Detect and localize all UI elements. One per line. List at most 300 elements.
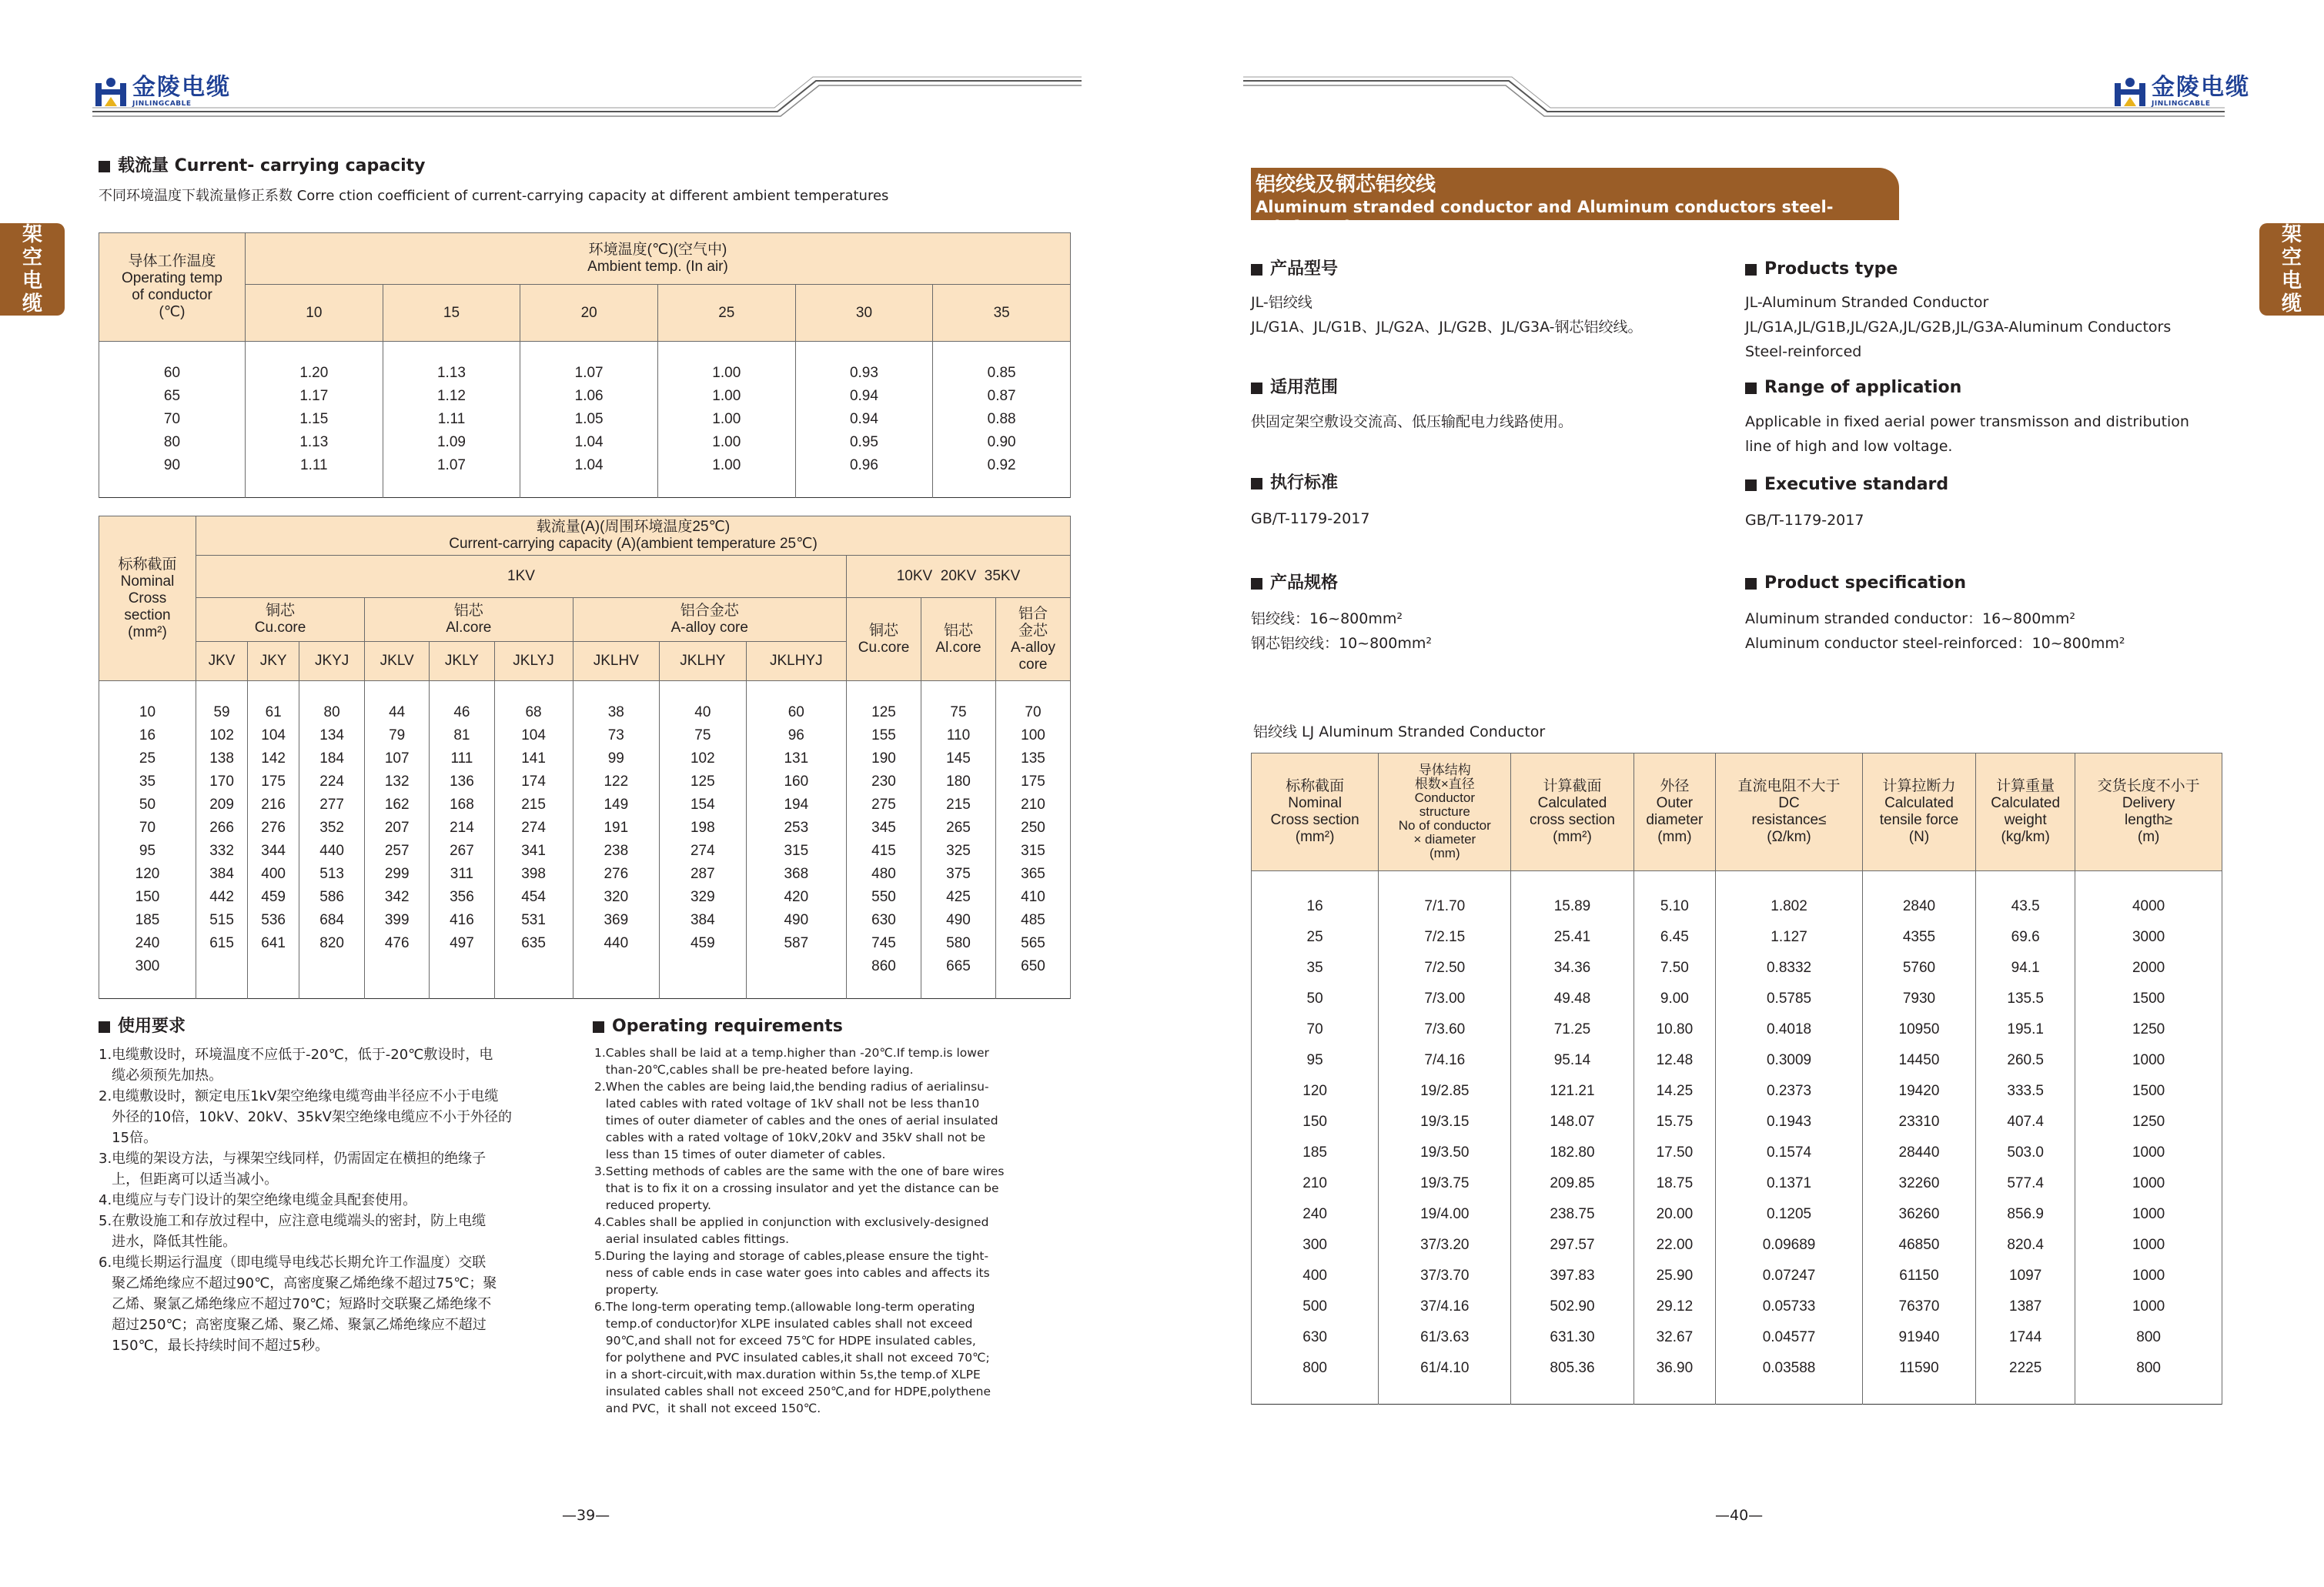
standard-title-en <box>1745 474 1948 496</box>
requirements-cn-list <box>99 1044 545 1356</box>
table-cell: 490 <box>746 909 846 932</box>
header-line: (m) <box>2137 829 2160 845</box>
requirements-en-list <box>594 1044 1010 1417</box>
table-cell: 65 <box>99 385 246 408</box>
table-cell: 0.4018 <box>1716 1014 1863 1045</box>
header-line: Calculated <box>1991 795 2061 811</box>
spacer-row <box>99 477 1071 498</box>
products-type-title-en <box>1745 259 1898 280</box>
table-cell: 410 <box>996 886 1071 909</box>
table-cell: 297.57 <box>1511 1230 1633 1261</box>
spacer-cell <box>996 978 1071 999</box>
table-cell: 365 <box>996 863 1071 886</box>
spacer-cell <box>660 681 747 702</box>
header-line: (N) <box>1908 829 1930 845</box>
requirement-cn-line: 乙烯、聚氯乙烯绝缘应不超过70℃；短路时交联聚乙烯绝缘不 <box>99 1296 492 1312</box>
table-cell: 398 <box>494 863 573 886</box>
table-caption: 铝绞线 LJ Aluminum Stranded Conductor <box>1253 723 1546 740</box>
header-rule-right <box>1162 0 2324 131</box>
table-cell: 80 <box>299 701 365 724</box>
spec-cn-line: 钢芯铝绞线：10~800mm² <box>1251 635 1432 652</box>
table-cell: 91940 <box>1862 1322 1975 1353</box>
header-line: (mm²) <box>1553 829 1592 845</box>
table-cell: 287 <box>660 863 747 886</box>
table-cell: 329 <box>660 886 747 909</box>
table-row <box>99 408 1071 431</box>
table-cell: 1.04 <box>520 454 658 477</box>
table-cell: 1.17 <box>246 385 383 408</box>
spec-title-en <box>1745 573 1966 594</box>
requirement-en-line: lated cables with rated voltage of 1kV shall not be less than10 <box>594 1097 980 1111</box>
table-cell: 28440 <box>1862 1138 1975 1168</box>
table-cell: 19/4.00 <box>1379 1199 1511 1230</box>
header-cable-type: JKLYJ <box>494 642 573 681</box>
table-cell: 61 <box>248 701 299 724</box>
table-cell: 1.06 <box>520 385 658 408</box>
title-text: 产品规格 <box>1270 573 1339 593</box>
title-text: Range of application <box>1764 378 1962 397</box>
table-cell: 7/3.00 <box>1379 984 1511 1014</box>
spacer-cell <box>1252 1384 1379 1405</box>
spacer-cell <box>1379 1384 1511 1405</box>
spacer-cell <box>299 978 365 999</box>
table-cell: 856.9 <box>1976 1199 2075 1230</box>
correction-coefficient-table <box>99 232 1071 498</box>
table-cell: 23310 <box>1862 1107 1975 1138</box>
header-nominal-section: 标称截面 Nominal Cross section (mm²) <box>99 516 196 681</box>
table-cell: 215 <box>921 794 996 817</box>
products-type-title-cn <box>1251 259 1338 280</box>
table-cell: 615 <box>196 932 248 955</box>
table-cell: 1.11 <box>383 408 520 431</box>
table-cell: 125 <box>847 701 921 724</box>
table-cell: 210 <box>996 794 1071 817</box>
table-cell: 745 <box>847 932 921 955</box>
spacer-cell <box>657 342 795 363</box>
header-line: 计算拉断力 <box>1882 778 1956 794</box>
title-text: Products type <box>1764 259 1898 279</box>
spacer-cell <box>1976 871 2075 892</box>
table-cell: 631.30 <box>1511 1322 1633 1353</box>
header-al-core: 铝芯 Al.core <box>365 598 573 642</box>
table-cell: 43.5 <box>1976 891 2075 922</box>
table-cell: 300 <box>99 955 196 978</box>
table-cell: 19/3.15 <box>1379 1107 1511 1138</box>
table-row <box>99 955 1071 978</box>
spec-en <box>1745 606 2125 656</box>
table-cell: 1500 <box>2075 1076 2222 1107</box>
table-cell: 71.25 <box>1511 1014 1633 1045</box>
table-cell: 60 <box>99 362 246 385</box>
spacer-cell <box>657 477 795 498</box>
logo-cn-text: 金陵电缆 <box>2152 74 2250 101</box>
spacer-cell <box>383 477 520 498</box>
aluminum-conductor-table <box>1251 753 2222 1405</box>
table-cell: 1.00 <box>657 385 795 408</box>
spacer-cell <box>573 978 660 999</box>
spacer-cell <box>2075 1384 2222 1405</box>
table-row <box>1252 1322 2222 1353</box>
company-logo-left <box>94 75 231 108</box>
table-cell: 1.15 <box>246 408 383 431</box>
requirement-cn-line: 5.在敷设施工和存放过程中，应注意电缆端头的密封，防上电缆 <box>99 1213 487 1229</box>
table-cell: 0.96 <box>795 454 933 477</box>
table-cell: 266 <box>196 817 248 840</box>
table-cell: 341 <box>494 840 573 863</box>
table-cell: 76370 <box>1862 1291 1975 1322</box>
table-cell: 454 <box>494 886 573 909</box>
bullet-square-icon <box>1251 383 1262 394</box>
application-title-en <box>1745 377 1961 399</box>
header-alloy-core: 铝合金芯 A-alloy core <box>573 598 846 642</box>
table-cell: 37/3.20 <box>1379 1230 1511 1261</box>
table-cell: 60 <box>746 701 846 724</box>
spacer-row <box>1252 871 2222 892</box>
table-cell: 1.802 <box>1716 891 1863 922</box>
requirement-en-line: that is to fix it on a crossing insulator and yet the distance can be <box>594 1181 999 1195</box>
table-row <box>99 385 1071 408</box>
table-cell: 182.80 <box>1511 1138 1633 1168</box>
header-cable-type: JKV <box>196 642 248 681</box>
table-cell: 150 <box>99 886 196 909</box>
table-cell: 635 <box>494 932 573 955</box>
header-line: 计算重量 <box>1996 778 2055 794</box>
table-cell: 134 <box>299 724 365 747</box>
requirement-cn-line: 进水，降低其性能。 <box>99 1234 237 1250</box>
title-text: 适用范围 <box>1270 378 1339 397</box>
header-cell <box>1379 753 1511 871</box>
table-cell: 198 <box>660 817 747 840</box>
type-cn-line: JL/G1A、JL/G1B、JL/G2A、JL/G2B、JL/G3A-钢芯铝绞线。 <box>1251 319 1643 336</box>
header-line: 直流电阻不大于 <box>1737 778 1841 794</box>
table-cell: 1250 <box>2075 1107 2222 1138</box>
table-cell: 4355 <box>1862 922 1975 953</box>
table-cell: 0.95 <box>795 431 933 454</box>
table-cell: 352 <box>299 817 365 840</box>
header-line: (mm) <box>1657 829 1692 845</box>
spacer-cell <box>99 978 196 999</box>
section-title-text: 载流量 Current- carrying capacity <box>118 156 426 175</box>
requirement-cn-line: 上，但距离可以适当减小。 <box>99 1171 279 1188</box>
table-row <box>99 886 1071 909</box>
header-line: Nominal <box>1288 795 1342 811</box>
table-cell: 209 <box>196 794 248 817</box>
table-cell: 485 <box>996 909 1071 932</box>
header-line: 导体结构 <box>1418 763 1471 777</box>
spacer-cell <box>99 342 246 363</box>
spacer-cell <box>99 477 246 498</box>
table-cell: 399 <box>365 909 430 932</box>
table-cell: 70 <box>99 817 196 840</box>
header-line: tensile force <box>1879 812 1959 828</box>
bullet-square-icon <box>1251 264 1262 276</box>
table-cell: 10 <box>99 701 196 724</box>
spacer-cell <box>921 681 996 702</box>
header-temp-20: 20 <box>520 285 658 342</box>
bullet-square-icon <box>1251 478 1262 489</box>
requirement-en-line: 6.The long-term operating temp.(allowable long-term operating <box>594 1300 975 1314</box>
table-cell: 122 <box>573 770 660 794</box>
requirement-en-line: times of outer diameter of cables and the ones of aerial insulated <box>594 1114 998 1128</box>
spacer-row <box>99 342 1071 363</box>
spacer-cell <box>365 681 430 702</box>
table-cell: 650 <box>996 955 1071 978</box>
table-cell: 800 <box>1252 1353 1379 1384</box>
header-alloy-core-hv: 铝合 金芯 A-alloy core <box>996 598 1071 681</box>
header-line: Delivery <box>2122 795 2175 811</box>
table-cell: 240 <box>1252 1199 1379 1230</box>
spacer-cell <box>847 978 921 999</box>
table-cell: 50 <box>1252 984 1379 1014</box>
table-cell: 120 <box>1252 1076 1379 1107</box>
table-row <box>1252 1199 2222 1230</box>
header-ambient-temp: 环境温度(℃)(空气中) Ambient temp. (In air) <box>246 233 1071 285</box>
spacer-cell <box>1379 871 1511 892</box>
table-cell: 104 <box>248 724 299 747</box>
aluminum-table-body <box>1252 871 2222 1405</box>
table-cell: 684 <box>299 909 365 932</box>
header-capacity: 载流量(A)(周围环境温度25℃) Current-carrying capacity (A)(ambient temperature 25℃) <box>196 516 1071 556</box>
table-cell: 75 <box>660 724 747 747</box>
table-cell: 149 <box>573 794 660 817</box>
header-line: Calculated <box>1884 795 1954 811</box>
table-cell: 215 <box>494 794 573 817</box>
table-cell: 175 <box>248 770 299 794</box>
bullet-square-icon <box>99 1021 110 1033</box>
table-cell <box>746 955 846 978</box>
table-cell: 630 <box>847 909 921 932</box>
banner-title-en: Aluminum stranded conductor and Aluminum conductors steel-reinforced <box>1256 198 1834 236</box>
spacer-cell <box>196 681 248 702</box>
table-cell: 459 <box>248 886 299 909</box>
table-cell: 384 <box>196 863 248 886</box>
bullet-square-icon <box>1745 264 1757 276</box>
header-line: (mm²) <box>1295 829 1335 845</box>
table-cell: 1000 <box>2075 1199 2222 1230</box>
logo-en-text: JINLINGCABLE <box>2152 100 2211 108</box>
header-line: 外径 <box>1660 778 1690 794</box>
table-cell: 1.00 <box>657 408 795 431</box>
table-cell: 102 <box>660 747 747 770</box>
table-cell: 68 <box>494 701 573 724</box>
table-row <box>99 431 1071 454</box>
table-cell: 38 <box>573 701 660 724</box>
header-line: length≥ <box>2125 812 2173 828</box>
table-cell: 94.1 <box>1976 953 2075 984</box>
application-cn: 供固定架空敷设交流高、低压输配电力线路使用。 <box>1251 413 1573 430</box>
table-cell: 300 <box>1252 1230 1379 1261</box>
table-cell: 342 <box>365 886 430 909</box>
standard-title-cn <box>1251 473 1338 494</box>
table-cell: 276 <box>573 863 660 886</box>
table-cell: 160 <box>746 770 846 794</box>
table-cell: 0.03588 <box>1716 1353 1863 1384</box>
spec-cn-line: 铝绞线：16~800mm² <box>1251 610 1403 627</box>
table-cell: 2000 <box>2075 953 2222 984</box>
type-cn-line: JL-铝绞线 <box>1251 294 1312 311</box>
type-en-line: JL-Aluminum Stranded Conductor <box>1745 294 1989 311</box>
requirement-cn-line: 超过250℃；高密度聚乙烯、聚乙烯、聚氯乙烯绝缘应不超过 <box>99 1317 487 1333</box>
table-cell: 25.90 <box>1633 1261 1716 1291</box>
requirement-en-line: 3.Setting methods of cables are the same with the one of bare wires <box>594 1164 1005 1178</box>
table-cell: 1744 <box>1976 1322 2075 1353</box>
table-cell: 1.12 <box>383 385 520 408</box>
table-cell: 20.00 <box>1633 1199 1716 1230</box>
table-cell: 37/4.16 <box>1379 1291 1511 1322</box>
table-cell: 210 <box>1252 1168 1379 1199</box>
table-cell: 70 <box>1252 1014 1379 1045</box>
spacer-cell <box>99 681 196 702</box>
table-cell: 155 <box>847 724 921 747</box>
product-banner <box>1251 168 1899 236</box>
spacer-row <box>99 681 1071 702</box>
requirement-cn-line: 4.电缆应与专门设计的架空绝缘电缆金具配套使用。 <box>99 1192 417 1208</box>
table-cell: 415 <box>847 840 921 863</box>
spacer-cell <box>573 681 660 702</box>
logo-mark-icon <box>94 75 128 108</box>
table-cell: 7/2.50 <box>1379 953 1511 984</box>
table-cell: 131 <box>746 747 846 770</box>
table-cell: 0.07247 <box>1716 1261 1863 1291</box>
spacer-cell <box>1716 871 1863 892</box>
table-cell: 29.12 <box>1633 1291 1716 1322</box>
table-cell: 100 <box>996 724 1071 747</box>
table-cell: 110 <box>921 724 996 747</box>
table-row <box>99 701 1071 724</box>
title-text: 执行标准 <box>1270 473 1339 493</box>
table-row <box>1252 891 2222 922</box>
table-cell: 503.0 <box>1976 1138 2075 1168</box>
table-cell: 150 <box>1252 1107 1379 1138</box>
header-cable-type: JKLY <box>430 642 494 681</box>
header-al-core-hv: 铝芯 Al.core <box>921 598 996 681</box>
table-cell: 260.5 <box>1976 1045 2075 1076</box>
table-row <box>1252 1261 2222 1291</box>
bullet-square-icon <box>99 161 110 172</box>
table-cell: 250 <box>996 817 1071 840</box>
header-cell <box>1862 753 1975 871</box>
header-line: Conductor <box>1414 790 1476 805</box>
table-cell: 120 <box>99 863 196 886</box>
requirements-title-en-text: Operating requirements <box>612 1017 843 1036</box>
table-cell: 1.09 <box>383 431 520 454</box>
table-cell: 19/3.50 <box>1379 1138 1511 1168</box>
requirement-en-line: less than 15 times of outer diameter of cables. <box>594 1148 886 1161</box>
table-cell: 0.1574 <box>1716 1138 1863 1168</box>
spacer-cell <box>248 978 299 999</box>
table-row <box>99 794 1071 817</box>
header-temp-35: 35 <box>933 285 1071 342</box>
table-cell: 320 <box>573 886 660 909</box>
requirement-cn-line: 缆必须预先加热。 <box>99 1067 223 1084</box>
table-cell: 35 <box>99 770 196 794</box>
table-cell: 104 <box>494 724 573 747</box>
header-temp-15: 15 <box>383 285 520 342</box>
requirement-cn-line: 外径的10倍，10kV、20kV、35kV架空绝缘电缆应不小于外径的 <box>99 1109 512 1125</box>
table-cell: 587 <box>746 932 846 955</box>
header-cable-type: JKYJ <box>299 642 365 681</box>
header-temp-10: 10 <box>246 285 383 342</box>
spacer-cell <box>520 342 658 363</box>
table-cell: 10.80 <box>1633 1014 1716 1045</box>
table-cell: 6.45 <box>1633 922 1716 953</box>
table-cell <box>573 955 660 978</box>
table-cell: 5.10 <box>1633 891 1716 922</box>
type-en-line: Steel-reinforced <box>1745 343 1862 360</box>
table-cell: 80 <box>99 431 246 454</box>
standard-en: GB/T-1179-2017 <box>1745 512 1864 529</box>
header-line: Outer <box>1656 795 1694 811</box>
table-cell: 500 <box>1252 1291 1379 1322</box>
table-cell: 299 <box>365 863 430 886</box>
requirement-cn-line: 15倍。 <box>99 1130 158 1146</box>
spacer-cell <box>1511 1384 1633 1405</box>
current-capacity-body <box>99 681 1071 999</box>
header-cell <box>1511 753 1633 871</box>
table-cell: 0.90 <box>933 431 1071 454</box>
header-temp-30: 30 <box>795 285 933 342</box>
bullet-square-icon <box>1745 578 1757 590</box>
table-cell: 90 <box>99 454 246 477</box>
table-cell: 25.41 <box>1511 922 1633 953</box>
table-cell: 375 <box>921 863 996 886</box>
table-cell: 1250 <box>2075 1014 2222 1045</box>
table-cell: 332 <box>196 840 248 863</box>
title-text: Executive standard <box>1764 475 1949 494</box>
table-cell: 277 <box>299 794 365 817</box>
requirement-en-line: aerial insulated cables fittings. <box>594 1232 790 1246</box>
table-cell: 61/3.63 <box>1379 1322 1511 1353</box>
table-cell: 132 <box>365 770 430 794</box>
table-cell: 425 <box>921 886 996 909</box>
header-line: 交货长度不小于 <box>2097 778 2200 794</box>
spacer-row <box>99 978 1071 999</box>
aluminum-table-header-row <box>1252 753 2222 871</box>
table-cell: 1.07 <box>383 454 520 477</box>
table-cell: 333.5 <box>1976 1076 2075 1107</box>
table-cell: 565 <box>996 932 1071 955</box>
spacer-cell <box>1252 871 1379 892</box>
header-line: 根数×直径 <box>1414 777 1475 791</box>
table-cell <box>494 955 573 978</box>
table-cell: 1097 <box>1976 1261 2075 1291</box>
table-cell: 230 <box>847 770 921 794</box>
requirement-en-line: 4.Cables shall be applied in conjunction with exclusively-designed <box>594 1215 989 1229</box>
table-cell: 191 <box>573 817 660 840</box>
table-cell: 46 <box>430 701 494 724</box>
table-cell: 1.00 <box>657 431 795 454</box>
table-cell: 513 <box>299 863 365 886</box>
table-cell: 860 <box>847 955 921 978</box>
table-cell: 162 <box>365 794 430 817</box>
table-cell: 0.85 <box>933 362 1071 385</box>
table-cell: 111 <box>430 747 494 770</box>
side-tab-left <box>0 223 65 316</box>
table-cell: 0.88 <box>933 408 1071 431</box>
table-cell: 185 <box>99 909 196 932</box>
table-cell: 1387 <box>1976 1291 2075 1322</box>
table-cell: 36260 <box>1862 1199 1975 1230</box>
type-en-line: JL/G1A,JL/G1B,JL/G2A,JL/G2B,JL/G3A-Aluminum Conductors <box>1745 319 2172 336</box>
table-cell: 502.90 <box>1511 1291 1633 1322</box>
header-cell <box>1633 753 1716 871</box>
table-row <box>1252 1353 2222 1384</box>
page-number-right: —40— <box>1715 1507 1764 1524</box>
table-cell: 257 <box>365 840 430 863</box>
table-cell: 1.127 <box>1716 922 1863 953</box>
table-cell: 0.04577 <box>1716 1322 1863 1353</box>
table-cell: 531 <box>494 909 573 932</box>
